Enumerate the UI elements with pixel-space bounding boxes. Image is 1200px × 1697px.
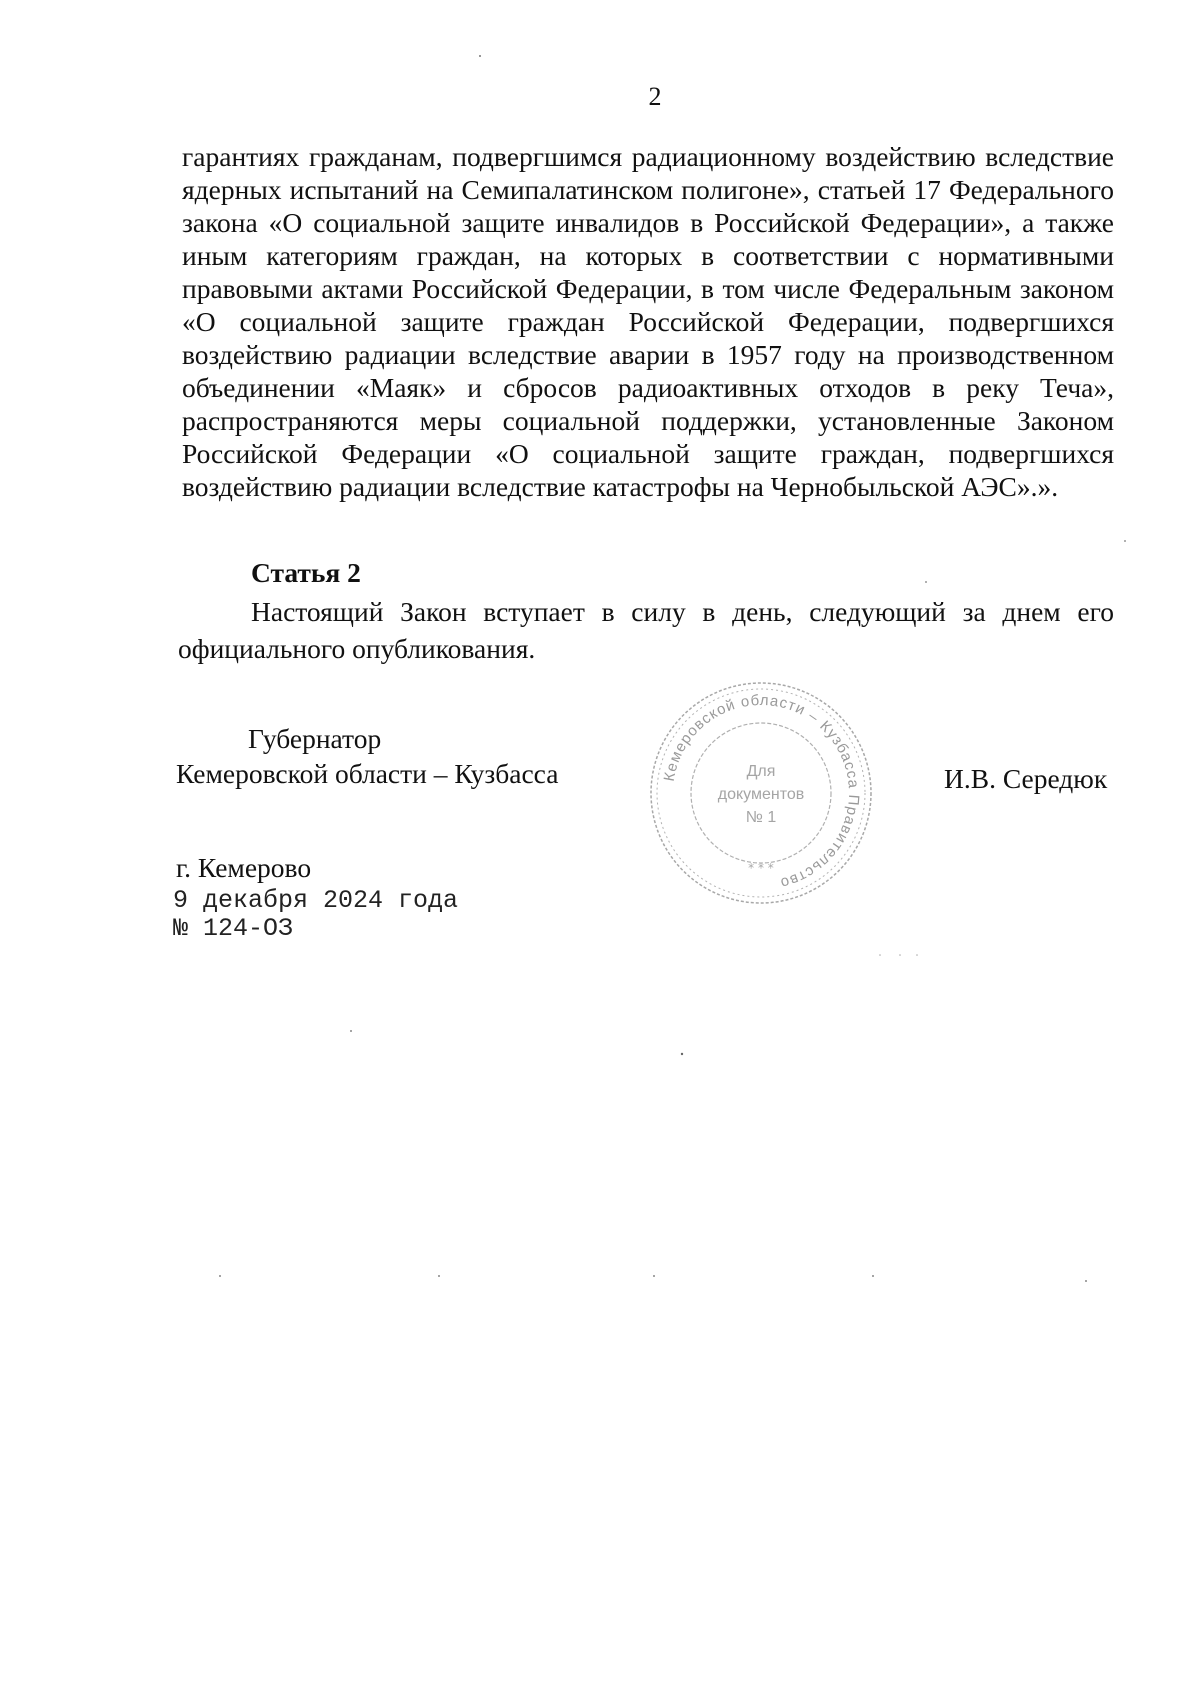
signatory-title-line1: Губернатор (248, 723, 382, 754)
document-date: 9 декабря 2024 года (173, 886, 459, 915)
stamp-stars: * * * (748, 861, 774, 875)
stamp-center-line1: Для (746, 763, 776, 780)
page-number: 2 (648, 82, 662, 111)
signatory-title-line2: Кемеровской области – Кузбасса (176, 758, 559, 789)
city-line: г. Кемерово (176, 852, 312, 883)
article-text: Настоящий Закон вступает в силу в день, следующий за днем его официального опубликования. (178, 596, 1114, 664)
article-title: Статья 2 (251, 557, 361, 588)
document-number: № 124-ОЗ (173, 914, 294, 943)
stamp-ring-textpath: Кемеровской области – Кузбасса Правительство (660, 691, 863, 892)
official-seal-stamp (646, 678, 876, 908)
stamp-center-line2: документов (717, 786, 805, 803)
signatory-name: И.В. Середюк (944, 763, 1108, 794)
body-paragraph: гарантиях гражданам, подвергшимся радиационному воздействию вследствие ядерных испытаний на Семипалатинском полигоне», статьей 17 Федерального закона «О социальной защите инвалидов в Российской Федерации», а также иным категориям граждан, на которых в соответствии с нормативными правовыми актами Российской Федерации, в том числе Федеральным законом «О социальной защите граждан Российской Федерации, подвергшихся воздействию радиации вследствие аварии в 1957 году на производственном объединении «Маяк» и сбросов радиоактивных отходов в реку Теча», распространяются меры социальной поддержки, установленные Законом Российской Федерации «О социальной защите граждан, подвергшихся воздействию радиации вследствие катастрофы на Чернобыльской АЭС».». (182, 141, 1114, 502)
stamp-center-line3: № 1 (745, 809, 777, 826)
